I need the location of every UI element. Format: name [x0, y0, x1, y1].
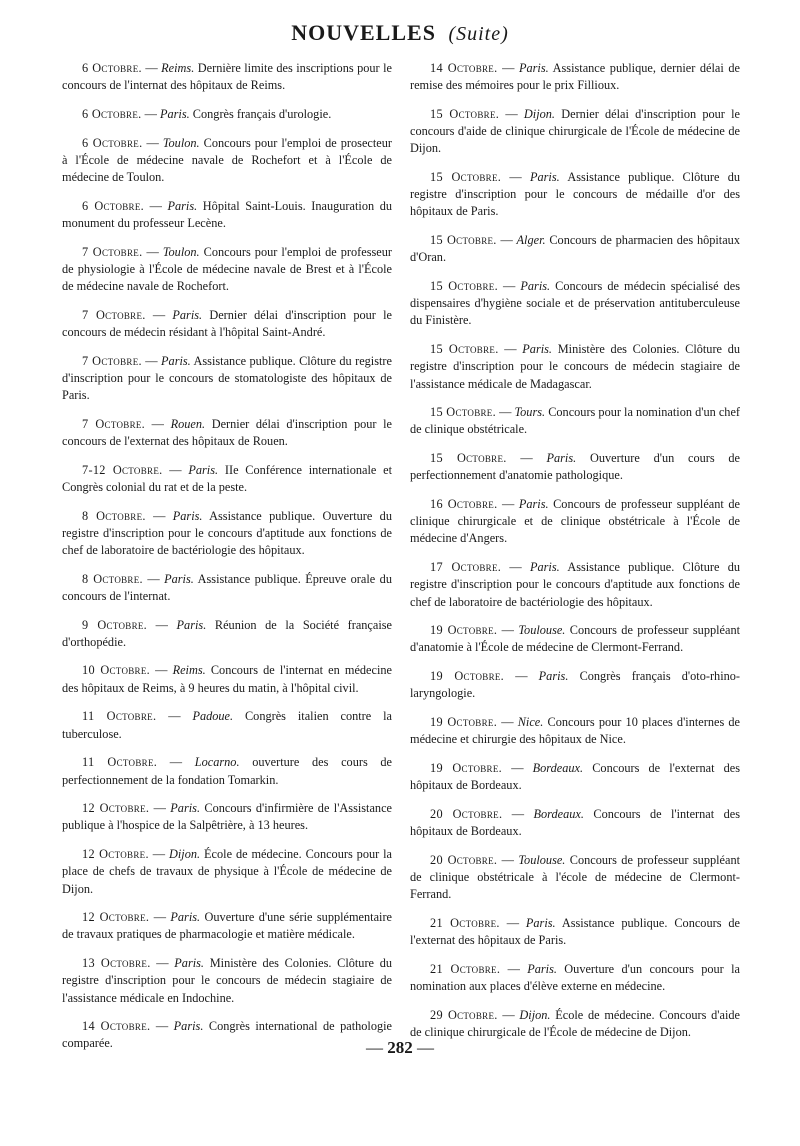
entry-place: Toulon. [162, 135, 200, 150]
entry-date: 15 Octobre. [430, 451, 507, 466]
entry-date: 7 Octobre. [82, 307, 146, 322]
page-number-value: 282 [387, 1038, 413, 1057]
news-entry: 8 Octobre. — Paris. Assistance publique. Ouverture du registre d'inscription pour le concours d'aptitude aux fonctions de chef de laboratoire de bactériologie des hôpitaux. [62, 508, 392, 557]
entry-date: 15 Octobre. [430, 170, 502, 185]
entry-place: Paris. [188, 462, 219, 477]
entry-date: 29 Octobre. [430, 1007, 498, 1022]
entry-place: Paris. [529, 560, 560, 575]
entry-place: Paris. [518, 497, 549, 512]
entry-text: Assistance publique. Épreuve orale du concours de l'internat. [62, 571, 392, 603]
entry-date: 15 Octobre. [430, 279, 498, 294]
entry-text: Dernier délai d'inscription pour le concours de médecin résidant à l'hôpital Saint-André. [62, 307, 392, 339]
entry-place: Bordeaux. [532, 761, 584, 775]
entry-place: Paris. [159, 106, 190, 121]
news-entry: 19 Octobre. — Toulouse. Concours de professeur suppléant d'anatomie à l'École de médecine de Clermont-Ferrand. [410, 623, 741, 655]
entry-text: Concours de l'externat des hôpitaux de Bordeaux. [410, 761, 741, 793]
news-entry: 7 Octobre. — Toulon. Concours pour l'emploi de professeur de physiologie à l'École de médecine navale de Brest et à l'École de médecine navale de Rochefort. [62, 244, 392, 294]
news-entry: 17 Octobre. — Paris. Assistance publique. Clôture du registre d'inscription pour le concours d'aptitude aux fonctions de chef de laboratoire de bactériologie des hôpitaux. [410, 560, 740, 609]
entry-text: Concours pour 10 places d'internes de médecine et chirurgie des hôpitaux de Nice. [410, 715, 741, 747]
entry-text: École de médecine. Concours d'aide de clinique chirurgicale de l'École de médecine de Dijon. [410, 1007, 740, 1039]
entry-place: Paris. [170, 910, 201, 925]
entry-date: 8 Octobre. [82, 571, 143, 586]
entry-text: Concours de l'internat en médecine des hôpitaux de Reims, à 9 heures du matin, à l'hôpital civil. [62, 663, 392, 695]
entry-text: Concours de pharmacien des hôpitaux d'Oran. [410, 233, 740, 265]
news-entry: 7 Octobre. — Paris. Dernier délai d'inscription pour le concours de médecin résidant à l'hôpital Saint-André. [62, 307, 392, 339]
entry-date: 7 Octobre. [82, 416, 146, 431]
entry-place: Toulouse. [518, 623, 566, 638]
page-number [0, 1038, 800, 1058]
entry-text: Concours pour l'emploi de prosecteur à l'École de médecine navale de Rochefort et à l'École de médecine de Toulon. [62, 135, 392, 185]
entry-text: Concours de l'internat des hôpitaux de Bordeaux. [410, 806, 740, 839]
entry-place: Dijon. [169, 847, 201, 862]
left-column [62, 60, 392, 1064]
entry-place: Rouen. [170, 416, 206, 431]
entry-date: 21 Octobre. [430, 915, 500, 930]
entry-date: 12 Octobre. [82, 847, 149, 862]
news-entry: 20 Octobre. — Bordeaux. Concours de l'internat des hôpitaux de Bordeaux. [410, 806, 740, 839]
entry-place: Paris. [167, 198, 198, 213]
news-entry: 10 Octobre. — Reims. Concours de l'internat en médecine des hôpitaux de Reims, à 9 heures du matin, à l'hôpital civil. [62, 663, 392, 695]
entry-place: Paris. [529, 170, 560, 185]
news-entry: 12 Octobre. — Paris. Concours d'infirmière de l'Assistance publique à l'hospice de la Salpêtrière, à 13 heures. [62, 801, 392, 833]
news-entry: 15 Octobre. — Tours. Concours pour la nomination d'un chef de clinique obstétricale. [410, 405, 741, 437]
news-entry: 15 Octobre. — Paris. Ministère des Colonies. Clôture du registre d'inscription pour le concours de médecin stagiaire de l'assistance médicale de Madagascar. [410, 342, 740, 391]
news-entry: 15 Octobre. — Paris. Assistance publique. Clôture du registre d'inscription pour le concours de médaille d'or des hôpitaux de Paris. [410, 170, 740, 219]
entry-text: Concours pour l'emploi de professeur de physiologie à l'École de médecine navale de Brest et à l'École de médecine navale de Rochefort. [62, 244, 392, 294]
news-entry: 19 Octobre. — Paris. Congrès français d'oto-rhino-laryngologie. [410, 669, 740, 701]
entry-date: 14 Octobre. [430, 61, 498, 75]
entry-place: Paris. [172, 307, 203, 322]
entry-text: Concours de professeur suppléant de clinique obstétricale à l'école de médecine de Clermont-Ferrand. [410, 852, 741, 902]
entry-text: Assistance publique, dernier délai de remise des mémoires pour le prix Fillioux. [410, 61, 740, 93]
entry-text: Assistance publique. Clôture du registre d'inscription pour le concours de stomatologiste des hôpitaux de Paris. [62, 353, 392, 403]
entry-place: Paris. [170, 801, 201, 816]
entry-text: IIe Conférence internationale et Congrès colonial du rat et de la peste. [62, 462, 392, 494]
entry-date: 7-12 Octobre. [82, 462, 163, 477]
entry-place: Paris. [520, 279, 551, 294]
entry-date: 21 Octobre. [430, 961, 501, 976]
news-entry: 6 Octobre. — Toulon. Concours pour l'emploi de prosecteur à l'École de médecine navale de Rochefort et à l'École de médecine de Toulon. [62, 135, 392, 185]
entry-place: Reims. [172, 663, 206, 678]
entry-text: Concours de médecin spécialisé des dispensaires d'hygiène sociale et de préservation antituberculeuse du Finistère. [410, 279, 740, 328]
entry-text: Ministère des Colonies. Clôture du registre d'inscription pour le concours de médecin stagiaire de l'assistance médicale en Indochine. [62, 956, 392, 1005]
entry-place: Paris. [527, 961, 557, 976]
entry-place: Tours. [514, 405, 546, 420]
page-number-dash-right: — [417, 1038, 434, 1057]
entry-place: Paris. [173, 1019, 204, 1034]
entry-date: 10 Octobre. [82, 663, 151, 678]
entry-date: 20 Octobre. [430, 806, 503, 821]
news-entry: 8 Octobre. — Paris. Assistance publique. Épreuve orale du concours de l'internat. [62, 571, 392, 603]
entry-date: 7 Octobre. [82, 244, 143, 259]
entry-place: Toulon. [162, 244, 200, 259]
entry-date: 11 Octobre. [82, 755, 158, 770]
news-entry: 15 Octobre. — Dijon. Dernier délai d'inscription pour le concours d'aide de clinique chirurgicale de l'École de médecine de Dijon. [410, 106, 740, 156]
entry-date: 7 Octobre. [82, 353, 142, 368]
entry-place: Paris. [164, 571, 194, 586]
entry-text: Dernier délai d'inscription pour le concours d'aide de clinique chirurgicale de l'École de médecine de Dijon. [410, 106, 740, 156]
entry-place: Paris. [546, 451, 577, 466]
entry-text: Concours d'infirmière de l'Assistance publique à l'hospice de la Salpêtrière, à 13 heures. [62, 801, 392, 833]
entry-date: 12 Octobre. [82, 801, 150, 816]
news-entry: 12 Octobre. — Dijon. École de médecine. Concours pour la place de chefs de travaux de physique à l'École de médecine de Dijon. [62, 847, 393, 896]
entry-text: Réunion de la Société française d'orthopédie. [62, 617, 392, 649]
entry-place: Reims. [161, 61, 195, 75]
entry-date: 8 Octobre. [82, 508, 146, 523]
entry-place: Bordeaux. [533, 806, 584, 821]
entry-text: Congrès italien contre la tuberculose. [62, 709, 392, 741]
entry-date: 11 Octobre. [82, 709, 157, 724]
entry-text: Concours pour la nomination d'un chef de clinique obstétricale. [410, 405, 741, 437]
title-suite: (Suite) [448, 23, 509, 45]
entry-place: Paris. [161, 353, 191, 368]
news-entry: 11 Octobre. — Locarno. ouverture des cours de perfectionnement de la fondation Tomarkin. [62, 755, 393, 787]
news-entry: 21 Octobre. — Paris. Assistance publique. Concours de l'externat des hôpitaux de Paris. [410, 915, 740, 948]
entry-text: Ministère des Colonies. Clôture du registre d'inscription pour le concours de médecin stagiaire de l'assistance médicale de Madagascar. [410, 342, 740, 391]
entry-text: Ouverture d'une série supplémentaire de travaux pratiques de pharmacologie et matière médicale. [62, 910, 393, 942]
news-entry: 21 Octobre. — Paris. Ouverture d'un concours pour la nomination aux places d'élève externe en médecine. [410, 961, 740, 994]
entry-date: 9 Octobre. [82, 617, 148, 632]
entry-date: 19 Octobre. [430, 669, 505, 684]
page-number-dash-left: — [366, 1038, 383, 1057]
entry-date: 15 Octobre. [430, 106, 500, 121]
news-entry: 19 Octobre. — Nice. Concours pour 10 places d'internes de médecine et chirurgie des hôpitaux de Nice. [410, 715, 741, 747]
entry-date: 15 Octobre. [430, 405, 496, 420]
news-entry: 7 Octobre. — Paris. Assistance publique. Clôture du registre d'inscription pour le concours de stomatologiste des hôpitaux de Paris. [62, 353, 392, 403]
entry-place: Paris. [172, 508, 203, 523]
news-entry: 7-12 Octobre. — Paris. IIe Conférence internationale et Congrès colonial du rat et de la peste. [62, 462, 392, 494]
entry-date: 12 Octobre. [82, 910, 150, 925]
entry-date: 19 Octobre. [430, 761, 503, 775]
entry-text: Concours de professeur suppléant d'anatomie à l'École de médecine de Clermont-Ferrand. [410, 623, 741, 655]
entry-place: Dijon. [523, 106, 555, 121]
news-entry: 15 Octobre. — Paris. Concours de médecin spécialisé des dispensaires d'hygiène sociale et de préservation antituberculeuse du Finistère. [410, 279, 740, 328]
news-entry: 14 Octobre. — Paris. Congrès international de pathologie comparée. [62, 1019, 393, 1051]
entry-date: 14 Octobre. [82, 1019, 151, 1034]
entry-date: 15 Octobre. [430, 342, 499, 357]
entry-text: Assistance publique. Ouverture du registre d'inscription pour le concours d'aptitude aux fonctions de chef de laboratoire de bactériologie des hôpitaux. [62, 508, 392, 557]
news-entry: 15 Octobre. — Paris. Ouverture d'un cours de perfectionnement d'anatomie pathologique. [410, 451, 740, 483]
news-entry: 16 Octobre. — Paris. Concours de professeur suppléant de clinique chirurgicale et de clinique obstétricale à l'École de médecine d'Angers. [410, 497, 740, 546]
news-entry: 11 Octobre. — Padoue. Congrès italien contre la tuberculose. [62, 709, 392, 741]
news-entry: 13 Octobre. — Paris. Ministère des Colonies. Clôture du registre d'inscription pour le concours de médecin stagiaire de l'assistance médicale en Indochine. [62, 956, 392, 1005]
entry-place: Paris. [525, 915, 556, 930]
entry-text: Assistance publique. Concours de l'externat des hôpitaux de Paris. [410, 915, 740, 948]
entry-place: Locarno. [194, 755, 240, 770]
entry-date: 20 Octobre. [430, 852, 498, 867]
entry-date: 15 Octobre. [430, 233, 497, 248]
entry-place: Paris. [522, 342, 553, 357]
entry-place: Nice. [517, 715, 544, 730]
news-entry: 6 Octobre. — Paris. Congrès français d'urologie. [82, 106, 332, 121]
news-entry: 7 Octobre. — Rouen. Dernier délai d'inscription pour le concours de l'externat des hôpitaux de Rouen. [62, 416, 392, 448]
entry-text: Ouverture d'un concours pour la nomination aux places d'élève externe en médecine. [410, 961, 740, 994]
news-entry: 14 Octobre. — Paris. Assistance publique, dernier délai de remise des mémoires pour le prix Fillioux. [410, 61, 740, 93]
entry-text: Assistance publique. Clôture du registre d'inscription pour le concours d'aptitude aux fonctions de chef de laboratoire de bactériologie des hôpitaux. [410, 560, 740, 609]
entry-text: ouverture des cours de perfectionnement de la fondation Tomarkin. [62, 755, 393, 787]
entry-date: 6 Octobre. [82, 106, 142, 121]
entry-text: Assistance publique. Clôture du registre d'inscription pour le concours de médaille d'or des hôpitaux de Paris. [410, 170, 740, 219]
entry-date: 19 Octobre. [430, 715, 498, 730]
news-entry: 6 Octobre. — Paris. Hôpital Saint-Louis. Inauguration du monument du professeur Lecène. [62, 198, 392, 230]
entry-date: 16 Octobre. [430, 497, 498, 512]
entry-place: Toulouse. [518, 852, 566, 867]
entry-date: 6 Octobre. [82, 135, 143, 150]
entry-place: Paris. [176, 617, 207, 632]
entry-place: Alger. [516, 233, 546, 248]
news-entry: 19 Octobre. — Bordeaux. Concours de l'externat des hôpitaux de Bordeaux. [410, 761, 741, 793]
entry-text: École de médecine. Concours pour la place de chefs de travaux de physique à l'École de médecine de Dijon. [62, 847, 393, 896]
entry-date: 19 Octobre. [430, 623, 498, 638]
news-entry: 12 Octobre. — Paris. Ouverture d'une série supplémentaire de travaux pratiques de pharmacologie et matière médicale. [62, 910, 393, 942]
entry-date: 6 Octobre. [82, 198, 145, 213]
entry-text: Ouverture d'un cours de perfectionnement d'anatomie pathologique. [410, 451, 740, 483]
entry-date: 17 Octobre. [430, 560, 502, 575]
entry-place: Paris. [538, 669, 569, 684]
entry-place: Padoue. [192, 709, 234, 724]
entry-text: Congrès international de pathologie comparée. [62, 1019, 393, 1051]
entry-text: Concours de professeur suppléant de clinique chirurgicale et de clinique obstétricale à l'École de médecine d'Angers. [410, 497, 740, 546]
entry-place: Paris. [518, 61, 549, 75]
title-text: NOUVELLES [291, 20, 436, 45]
entry-place: Dijon. [519, 1007, 551, 1022]
news-entry: 29 Octobre. — Dijon. École de médecine. Concours d'aide de clinique chirurgicale de l'École de médecine de Dijon. [410, 1007, 740, 1039]
page-title [0, 20, 800, 46]
entry-date: 6 Octobre. [82, 61, 142, 75]
news-entry: 20 Octobre. — Toulouse. Concours de professeur suppléant de clinique obstétricale à l'école de médecine de Clermont-Ferrand. [410, 852, 741, 902]
entry-text: Congrès français d'oto-rhino-laryngologie. [410, 669, 740, 701]
entry-date: 13 Octobre. [82, 956, 151, 971]
news-entry: 15 Octobre. — Alger. Concours de pharmacien des hôpitaux d'Oran. [410, 233, 740, 265]
entry-text: Dernier délai d'inscription pour le concours de l'externat des hôpitaux de Rouen. [62, 416, 392, 448]
entry-text: Dernière limite des inscriptions pour le concours de l'internat des hôpitaux de Reims. [62, 61, 392, 93]
news-entry: 6 Octobre. — Reims. Dernière limite des inscriptions pour le concours de l'internat des hôpitaux de Reims. [62, 61, 392, 93]
right-column [410, 60, 740, 1053]
entry-text: Congrès français d'urologie. [192, 106, 332, 121]
entry-text: Hôpital Saint-Louis. Inauguration du monument du professeur Lecène. [62, 198, 392, 230]
news-entry: 9 Octobre. — Paris. Réunion de la Société française d'orthopédie. [62, 617, 392, 649]
entry-place: Paris. [174, 956, 205, 971]
